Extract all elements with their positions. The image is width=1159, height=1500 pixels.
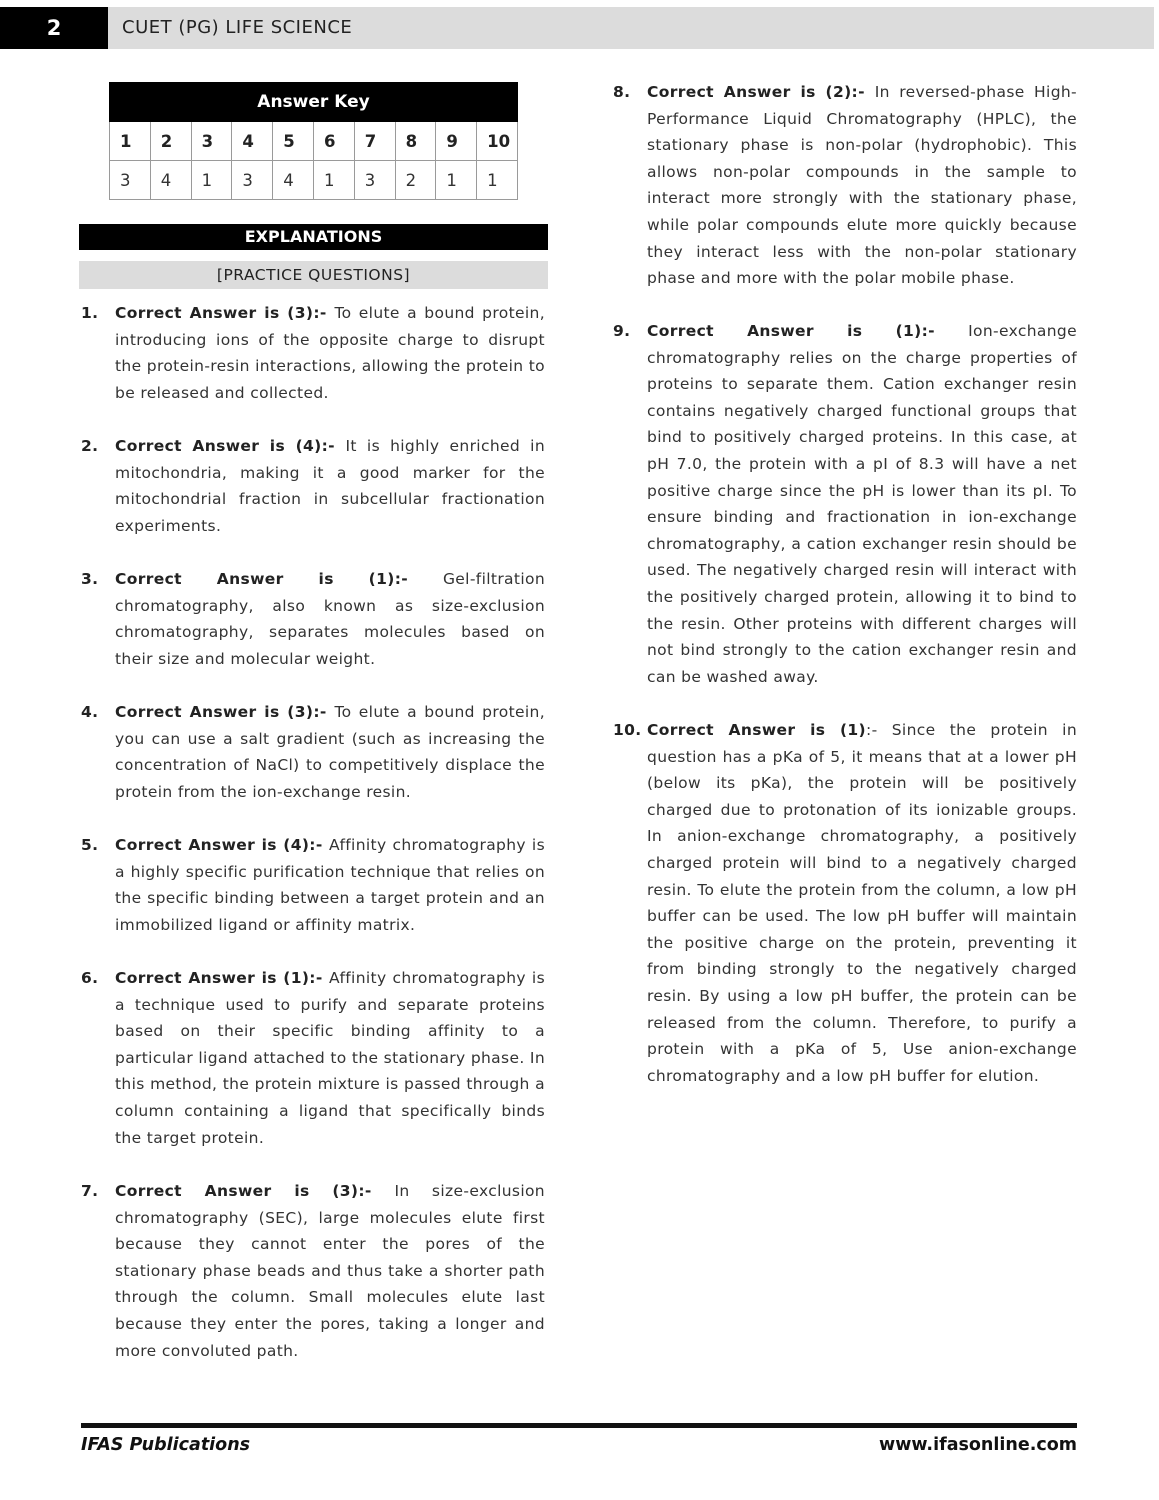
answer-lead: Correct Answer is (4):- (115, 836, 330, 854)
question-number: 5 (273, 122, 314, 161)
answer-lead: Correct Answer is (1):- (115, 969, 330, 987)
item-number: 1. (81, 304, 99, 322)
footer-website: www.ifasonline.com (879, 1435, 1077, 1455)
explanation-item (81, 832, 545, 938)
explanation-text: To elute a bound protein, you can use a salt gradient (such as increasing the concentration of NaCl) to competitively displace the protein from the ion-exchange resin. (115, 703, 545, 801)
explanation-item (81, 300, 545, 406)
item-number: 4. (81, 703, 99, 721)
item-number: 9. (613, 322, 631, 340)
item-number: 7. (81, 1182, 99, 1200)
explanation-text: Ion-exchange chromatography relies on the charge properties of proteins to separate them. Cation exchanger resin contains negatively charged functional groups that bind to positively charged proteins. In this case, at pH 7.0, the protein with a pI of 8.3 will have a net positive charge since the pH is lower than its pI. To ensure binding and fractionation in ion-exchange chromatography, a cation exchanger resin should be used. The negatively charged resin will interact with the positively charged protein, allowing it to bind to the resin. Other proteins with different charges will not bind strongly to the cation exchanger resin and can be washed away. (647, 322, 1077, 686)
question-number: 6 (313, 122, 354, 161)
explanation-item (613, 79, 1077, 292)
answer-value: 3 (232, 161, 273, 200)
answer-key-title: Answer Key (110, 83, 518, 122)
question-number: 8 (395, 122, 436, 161)
answer-value: 1 (191, 161, 232, 200)
answer-lead: Correct Answer is (3):- (115, 1182, 395, 1200)
answer-value: 1 (436, 161, 477, 200)
page-header (0, 7, 1154, 49)
item-number: 6. (81, 969, 99, 987)
item-number: 10. (613, 721, 642, 739)
explanations-heading: EXPLANATIONS (79, 224, 548, 250)
answer-row (110, 161, 518, 200)
header-title: CUET (PG) LIFE SCIENCE (122, 17, 353, 38)
footer-publisher: IFAS Publications (81, 1435, 251, 1455)
explanation-text: It is highly enriched in mitochondria, making it a good marker for the mitochondrial fraction in subcellular fractionation experiments. (115, 437, 545, 535)
explanation-item (81, 566, 545, 672)
answer-value: 2 (395, 161, 436, 200)
answer-key-table (109, 82, 518, 200)
practice-questions-heading: [PRACTICE QUESTIONS] (79, 261, 548, 289)
explanation-text: In size-exclusion chromatography (SEC), large molecules elute first because they cannot enter the pores of the stationary phase beads and thus take a shorter path through the column. Small molecules elute last because they enter the pores, taking a longer and more convoluted path. (115, 1182, 545, 1360)
explanation-item (81, 1178, 545, 1364)
explanation-item (81, 433, 545, 539)
question-number: 9 (436, 122, 477, 161)
answer-lead: Correct Answer is (3):- (115, 703, 335, 721)
answer-lead: Correct Answer is (1):- (647, 322, 969, 340)
answer-lead: Correct Answer is (1) (647, 721, 866, 739)
answer-value: 4 (273, 161, 314, 200)
question-number: 3 (191, 122, 232, 161)
explanation-text: Gel-filtration chromatography, also known as size-exclusion chromatography, separates molecules based on their size and molecular weight. (115, 570, 545, 668)
item-number: 5. (81, 836, 99, 854)
explanation-text: Affinity chromatography is a technique used to purify and separate proteins based on their specific binding affinity to a particular ligand attached to the stationary phase. In this method, the protein mixture is passed through a column containing a ligand that specifically binds the target protein. (115, 969, 545, 1147)
answer-lead: Correct Answer is (3):- (115, 304, 335, 322)
explanation-text: In reversed-phase High-Performance Liquid Chromatography (HPLC), the stationary phase is non-polar (hydrophobic). This allows non-polar compounds in the sample to interact more strongly with the stationary phase, while polar compounds elute more quickly because they interact less with the non-polar stationary phase and more with the polar mobile phase. (647, 83, 1077, 288)
answer-value: 3 (354, 161, 395, 200)
answer-lead: Correct Answer is (4):- (115, 437, 346, 455)
page-number: 2 (0, 7, 108, 49)
question-number: 2 (150, 122, 191, 161)
question-number: 10 (477, 122, 518, 161)
explanation-text: Affinity chromatography is a highly specific purification technique that relies on the specific binding between a target protein and an immobilized ligand or affinity matrix. (115, 836, 545, 934)
question-number: 1 (110, 122, 151, 161)
answer-value: 3 (110, 161, 151, 200)
explanation-item (81, 965, 545, 1151)
question-number-row (110, 122, 518, 161)
item-number: 8. (613, 83, 631, 101)
answer-lead: Correct Answer is (2):- (647, 83, 875, 101)
footer-rule (81, 1423, 1077, 1428)
question-number: 7 (354, 122, 395, 161)
item-number: 2. (81, 437, 99, 455)
explanation-item (613, 318, 1077, 690)
answer-value: 1 (477, 161, 518, 200)
explanation-text: :- Since the protein in question has a pKa of 5, it means that at a lower pH (below its pKa), the protein will be positively charged due to protonation of its ionizable groups. In anion-exchange chromatography, a positively charged protein will bind to a negatively charged resin. To elute the protein from the column, a low pH buffer can be used. The low pH buffer will maintain the positive charge on the protein, preventing it from binding strongly to the negatively charged resin. By using a low pH buffer, the protein can be released from the column. Therefore, to purify a protein with a pKa of 5, Use anion-exchange chromatography and a low pH buffer for elution. (647, 721, 1078, 1085)
answer-lead: Correct Answer is (1):- (115, 570, 443, 588)
question-number: 4 (232, 122, 273, 161)
answer-value: 1 (313, 161, 354, 200)
explanation-item (81, 699, 545, 805)
item-number: 3. (81, 570, 99, 588)
explanation-text: To elute a bound protein, introducing ions of the opposite charge to disrupt the protein-resin interactions, allowing the protein to be released and collected. (115, 304, 545, 402)
answer-value: 4 (150, 161, 191, 200)
explanation-item (613, 717, 1078, 1089)
